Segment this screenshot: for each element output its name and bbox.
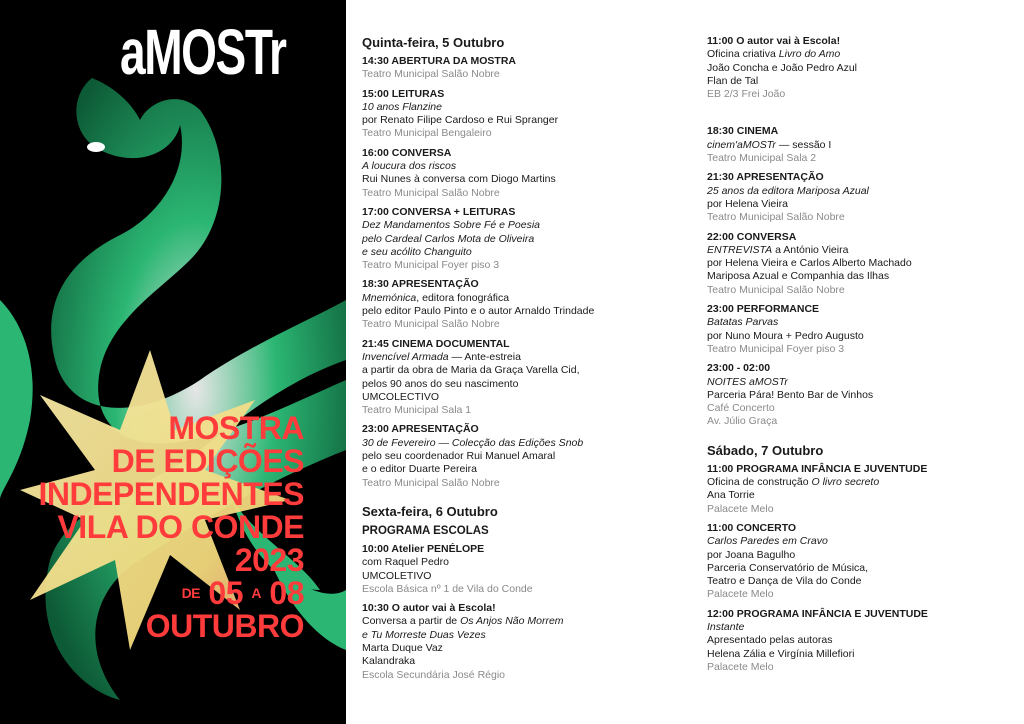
event <box>362 147 692 200</box>
event-detail: por Nuno Moura + Pedro Augusto <box>707 329 864 342</box>
event <box>362 602 692 682</box>
event-work: Dez Mandamentos Sobre Fé e Poesia <box>362 219 541 232</box>
event-title: 18:30 APRESENTAÇÃO <box>362 278 479 291</box>
event <box>362 278 692 331</box>
event <box>707 171 1007 224</box>
event <box>707 608 1007 674</box>
event-work: cinem'aMOSTr <box>707 138 776 151</box>
event-detail: Mariposa Azual e Companhia das Ilhas <box>707 270 890 283</box>
event-detail: pelos 90 anos do seu nascimento <box>362 377 519 390</box>
event-detail: Flan de Tal <box>707 74 759 87</box>
event <box>707 231 1007 297</box>
event-detail: , editora fonográfica <box>416 291 510 304</box>
event-title: 11:00 CONCERTO <box>707 521 797 534</box>
event-work: e seu acólito Changuito <box>362 245 472 258</box>
event-venue: Teatro Municipal Foyer piso 3 <box>707 342 845 355</box>
event <box>362 423 692 489</box>
event-title: 11:00 PROGRAMA INFÂNCIA E JUVENTUDE <box>707 462 928 475</box>
event-work: NOITES aMOSTr <box>707 375 788 388</box>
event <box>362 88 692 141</box>
event-title: 10:00 Atelier PENÉLOPE <box>362 542 485 555</box>
event <box>362 55 692 82</box>
event-title: 10:30 O autor vai à Escola! <box>362 602 496 615</box>
event-title: 23:00 PERFORMANCE <box>707 303 820 316</box>
date-a: A <box>251 585 262 601</box>
event-detail: por Renato Filipe Cardoso e Rui Spranger <box>362 114 559 127</box>
event-detail: UMCOLETIVO <box>362 569 432 582</box>
event-title: 22:00 CONVERSA <box>707 230 797 243</box>
event-work: e Tu Morreste Duas Vezes <box>362 628 486 641</box>
event-title: 23:00 APRESENTAÇÃO <box>362 423 479 436</box>
event-detail: UMCOLECTIVO <box>362 390 440 403</box>
event-venue: Palacete Melo <box>707 502 774 515</box>
event <box>707 35 1007 101</box>
event <box>362 206 692 272</box>
event-venue: Teatro Municipal Salão Nobre <box>707 283 845 296</box>
title-line: INDEPENDENTES <box>38 476 304 512</box>
event-work: A loucura dos riscos <box>362 160 457 173</box>
event-venue: Palacete Melo <box>707 660 774 673</box>
event-detail: Parceria Conservatório de Música, <box>707 561 869 574</box>
event-detail: por Joana Bagulho <box>707 548 796 561</box>
event-work: pelo Cardeal Carlos Mota de Oliveira <box>362 232 535 245</box>
event-detail: João Concha e João Pedro Azul <box>707 61 858 74</box>
event-venue: Teatro Municipal Salão Nobre <box>362 318 500 331</box>
day-heading: Sexta-feira, 6 Outubro <box>362 503 498 519</box>
event-detail: Teatro e Dança de Vila do Conde <box>707 575 862 588</box>
event-work: Livro do Amo <box>778 48 841 61</box>
event-detail: Ana Torrie <box>707 489 755 502</box>
event-venue: Palacete Melo <box>707 588 774 601</box>
poster-title <box>38 412 304 643</box>
event-title: 16:00 CONVERSA <box>362 146 452 159</box>
event-detail: a António Vieira <box>772 243 849 256</box>
event-title: 12:00 PROGRAMA INFÂNCIA E JUVENTUDE <box>707 607 928 620</box>
event <box>362 543 692 596</box>
event-detail: — sessão I <box>775 138 832 151</box>
event-work: Carlos Paredes em Cravo <box>707 535 828 548</box>
event-detail: Kalandraka <box>362 655 416 668</box>
event-detail: por Helena Vieira e Carlos Alberto Machado <box>707 257 912 270</box>
event-title: 14:30 ABERTURA DA MOSTRA <box>362 55 517 67</box>
event-venue: Teatro Municipal Salão Nobre <box>362 186 500 199</box>
date-range <box>38 577 304 610</box>
event-work: Invencível Armada <box>362 350 449 363</box>
event-venue: Escola Secundária José Régio <box>362 668 506 681</box>
event-venue: Teatro Municipal Sala 1 <box>362 404 472 417</box>
event-detail: pelo seu coordenador Rui Manuel Amaral <box>362 450 556 463</box>
event-venue: Escola Básica nº 1 de Vila do Conde <box>362 582 533 595</box>
event-work: Os Anjos Não Morrem <box>460 615 564 628</box>
event-venue: Teatro Municipal Salão Nobre <box>362 68 500 81</box>
event-detail: Parceria Pára! Bento Bar de Vinhos <box>707 388 874 401</box>
event-venue: Café Concerto <box>707 402 775 415</box>
schedule-column-1 <box>362 35 692 688</box>
event-title: 23:00 - 02:00 <box>707 362 771 375</box>
date-end: 08 <box>269 575 304 611</box>
event-venue: Av. Júlio Graça <box>707 415 778 428</box>
title-line: VILA DO CONDE <box>57 509 304 545</box>
event-work: 25 anos da editora Mariposa Azual <box>707 184 869 197</box>
date-start: 05 <box>208 575 243 611</box>
event-title: 15:00 LEITURAS <box>362 87 445 100</box>
logo: aMOSTr <box>120 16 286 88</box>
event-venue: Teatro Municipal Sala 2 <box>707 152 817 165</box>
event-detail: Conversa a partir de <box>362 615 461 628</box>
event-detail: Marta Duque Vaz <box>362 641 443 654</box>
event-title: 17:00 CONVERSA + LEITURAS <box>362 205 516 218</box>
snake-eye <box>87 142 105 152</box>
title-line: DE EDIÇÕES <box>111 443 304 479</box>
event-title: 21:45 CINEMA DOCUMENTAL <box>362 337 510 350</box>
schedule-column-2 <box>707 35 1007 680</box>
event-detail: Oficina de construção <box>707 476 812 489</box>
event-venue: Teatro Municipal Foyer piso 3 <box>362 259 500 272</box>
event <box>707 522 1007 602</box>
event-venue: Teatro Municipal Bengaleiro <box>362 127 492 140</box>
event-work: O livro secreto <box>811 476 880 489</box>
title-month: OUTUBRO <box>145 608 304 644</box>
event-detail: Apresentado pelas autoras <box>707 634 833 647</box>
event-detail: com Raquel Pedro <box>362 556 449 569</box>
event-venue: Teatro Municipal Salão Nobre <box>362 476 500 489</box>
event-detail: por Helena Vieira <box>707 197 788 210</box>
event-detail: pelo editor Paulo Pinto e o autor Arnaldo Trindade <box>362 305 595 318</box>
event-detail: e o editor Duarte Pereira <box>362 463 477 476</box>
day-subheading: PROGRAMA ESCOLAS <box>362 524 489 537</box>
day-heading: Sábado, 7 Outubro <box>707 442 824 458</box>
event-venue: EB 2/3 Frei João <box>707 88 786 101</box>
event-title: 21:30 APRESENTAÇÃO <box>707 171 824 184</box>
event-detail: a partir da obra de Maria da Graça Varella Cid, <box>362 364 580 377</box>
event-work: 30 de Fevereiro — Colecção das Edições Snob <box>362 436 584 449</box>
event-work: ENTREVISTA <box>707 243 773 256</box>
event <box>707 463 1007 516</box>
date-de: DE <box>181 585 201 601</box>
event-title: 11:00 O autor vai à Escola! <box>707 35 841 47</box>
event-detail: Helena Zália e Virgínia Millefiori <box>707 647 855 660</box>
poster-panel <box>0 0 346 724</box>
event-work: Mnemónica <box>362 291 417 304</box>
title-line: MOSTRA <box>168 410 304 446</box>
event-detail: Oficina criativa <box>707 48 779 61</box>
event-detail: Rui Nunes à conversa com Diogo Martins <box>362 173 556 186</box>
event <box>362 338 692 418</box>
event <box>707 362 1007 428</box>
event <box>707 125 1007 165</box>
event-work: 10 anos Flanzine <box>362 100 442 113</box>
event <box>707 303 1007 356</box>
title-line: 2023 <box>234 542 304 578</box>
event-title: 18:30 CINEMA <box>707 125 779 138</box>
event-work: Instante <box>707 620 745 633</box>
event-work: Batatas Parvas <box>707 316 779 329</box>
event-venue: Teatro Municipal Salão Nobre <box>707 211 845 224</box>
day-heading: Quinta-feira, 5 Outubro <box>362 35 505 50</box>
snake-fin <box>0 300 33 500</box>
event-detail: — Ante-estreia <box>448 350 521 363</box>
